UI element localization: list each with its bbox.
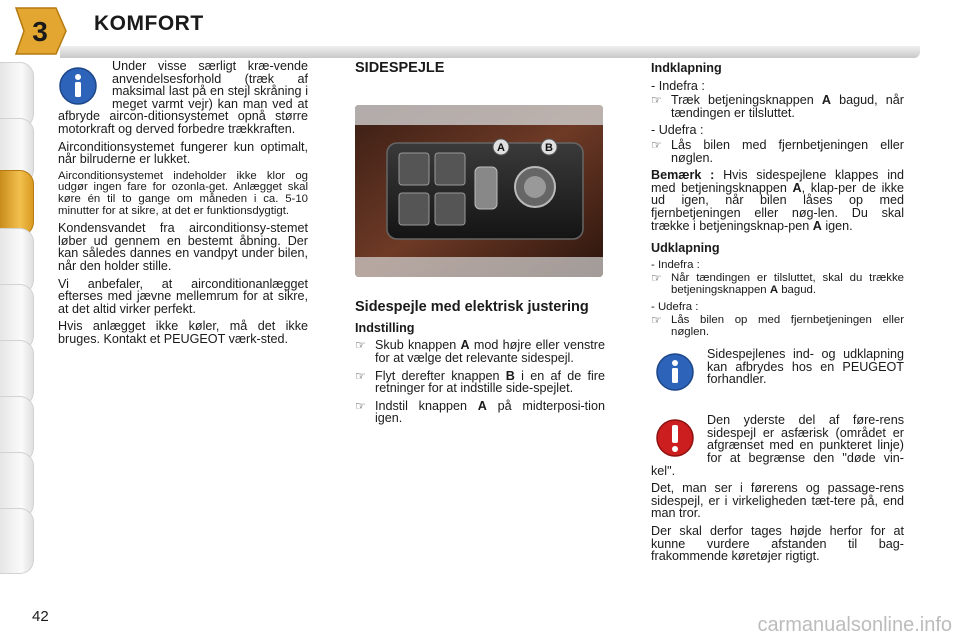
subsection-heading: Indstilling: [355, 320, 415, 335]
text: Lås bilen med fjernbetjeningen eller nøglen.: [671, 137, 904, 165]
instruction-item: [355, 339, 605, 364]
column-folding: [651, 62, 904, 568]
section-title: SIDESPEJLE: [355, 60, 445, 76]
paragraph: Det, man ser i førerens og passage-rens sidespejl, er i virkeligheden tæt-tere på, end man tror.: [651, 481, 904, 521]
pointing-hand-icon: ☞: [355, 398, 366, 413]
instruction-item: [355, 400, 605, 425]
text: Flyt derefter knappen: [375, 368, 506, 383]
column-air-conditioning: [58, 60, 308, 350]
pointing-hand-icon: ☞: [651, 313, 662, 328]
text: bagud, når tændingen er tilsluttet.: [671, 93, 904, 120]
info-note: [651, 348, 904, 396]
text: Lås bilen op med fjernbetjeningen eller nøglen.: [671, 314, 904, 338]
watermark: carmanualsonline.info: [757, 614, 952, 636]
chapter-number-badge: [10, 6, 68, 56]
text: , klap-per de ikke ud igen, når bilen låses op med fjernbetjeningen eller nøg-len. Du skal trække i betjeningsknap-pen: [651, 180, 905, 233]
instruction-item: [651, 94, 904, 119]
page-number: 42: [32, 608, 49, 625]
instruction-item: [651, 139, 904, 164]
paragraph: Kondensvandet fra airconditionsy-stemet løber ud gennem en bestemt åbning. Der kan således dannes en vandpyt under bilen, når den holder stille.: [58, 221, 308, 273]
text: Skub knappen: [375, 338, 461, 353]
subsection-title: Sidespejle med elektrisk justering: [355, 299, 589, 316]
warning-note-text: Den yderste del af føre-rens sidespejl er asfærisk (området er afgrænset med en punkteret linje) for at begrænse den "døde vin-kel".: [651, 414, 904, 478]
instruction-item: [355, 370, 605, 395]
chapter-tab-3-active[interactable]: [0, 170, 34, 236]
text: bagud.: [778, 283, 817, 296]
pointing-hand-icon: ☞: [651, 137, 662, 152]
pointing-hand-icon: ☞: [355, 368, 366, 383]
text: på midterposi-tion igen.: [375, 398, 605, 426]
pointing-hand-icon: ☞: [355, 338, 366, 353]
paragraph: Vi anbefaler, at airconditionanlægget efterses med jævne mellemrum for at sikre, at det altid virker perfekt.: [58, 276, 308, 316]
text: i en af de fire retninger for at indstille side-spejlet.: [375, 368, 605, 396]
mirror-control-photo: [355, 105, 603, 277]
dash-item: - Indefra :: [651, 258, 700, 271]
paragraph: Der skal derfor tages højde herfor for at kunne vurdere afstanden til bag-frakommende køretøjer rigtigt.: [651, 524, 904, 564]
info-note-text: Sidespejlenes ind- og udklapning kan afbrydes hos en PEUGEOT forhandler.: [707, 348, 904, 387]
pointing-hand-icon: ☞: [651, 271, 662, 286]
button-ref: A: [792, 180, 802, 195]
remark-label: Bemærk :: [651, 168, 715, 183]
button-ref: A: [769, 283, 779, 296]
paragraph: Airconditionsystemet fungerer kun optimalt, når bilruderne er lukket.: [58, 139, 308, 167]
text: Træk betjeningsknappen: [671, 93, 822, 108]
remark-paragraph: [651, 169, 904, 232]
photo-label-a: A: [497, 141, 505, 154]
button-ref: A: [821, 93, 832, 108]
text: Indstil knappen: [375, 398, 478, 413]
text: Hvis sidespejlene klappes ind med betjeningsknappen: [651, 168, 905, 195]
chapter-tab-9[interactable]: [0, 508, 34, 574]
header-rule: [60, 46, 920, 58]
instruction-item: [651, 315, 904, 338]
column-side-mirrors: [355, 62, 605, 430]
subsection-heading: Udklapning: [651, 241, 720, 256]
page-title: KOMFORT: [94, 12, 204, 35]
subsection-heading: Indklapning: [651, 61, 722, 75]
info-paragraph: Under visse særligt kræ-vende anvendelsesforhold (træk af maksimal last på en stejl skråning i meget varmt vejr) kan man ved at afbryde aircon-ditionsystemet opnå større motorkraft og derved forbedre trækkraften.: [58, 59, 308, 136]
photo-label-b: B: [545, 141, 553, 154]
instruction-item: [651, 273, 904, 296]
text: igen.: [821, 218, 853, 233]
pointing-hand-icon: ☞: [651, 93, 662, 108]
warning-icon: [655, 418, 695, 458]
button-ref: A: [460, 338, 470, 353]
button-ref: A: [477, 398, 487, 413]
warning-note: [651, 414, 904, 482]
text: Når tændingen er tilsluttet, skal du trække betjeningsknappen: [671, 272, 904, 296]
dash-item: - Udefra :: [651, 123, 704, 138]
info-icon: [58, 66, 98, 106]
paragraph: Airconditionsystemet indeholder ikke klor og udgør ingen fare for ozonla-get. Anlægget skal køre én til to gange om måneden i ca. 5-10 minutter for at sikre, at det er funktionsdygtigt.: [58, 169, 308, 217]
paragraph: Hvis anlægget ikke køler, må det ikke bruges. Kontakt et PEUGEOT værk-sted.: [58, 319, 308, 346]
dash-item: - Udefra :: [651, 300, 699, 313]
text: mod højre eller venstre for at vælge det relevante sidespejl.: [375, 338, 605, 365]
chapter-sidebar: [0, 0, 48, 640]
chapter-number: 3: [32, 16, 48, 47]
dash-item: - Indefra :: [651, 78, 705, 93]
button-ref: A: [812, 218, 822, 233]
button-ref: B: [505, 368, 515, 383]
info-icon: [655, 352, 695, 392]
